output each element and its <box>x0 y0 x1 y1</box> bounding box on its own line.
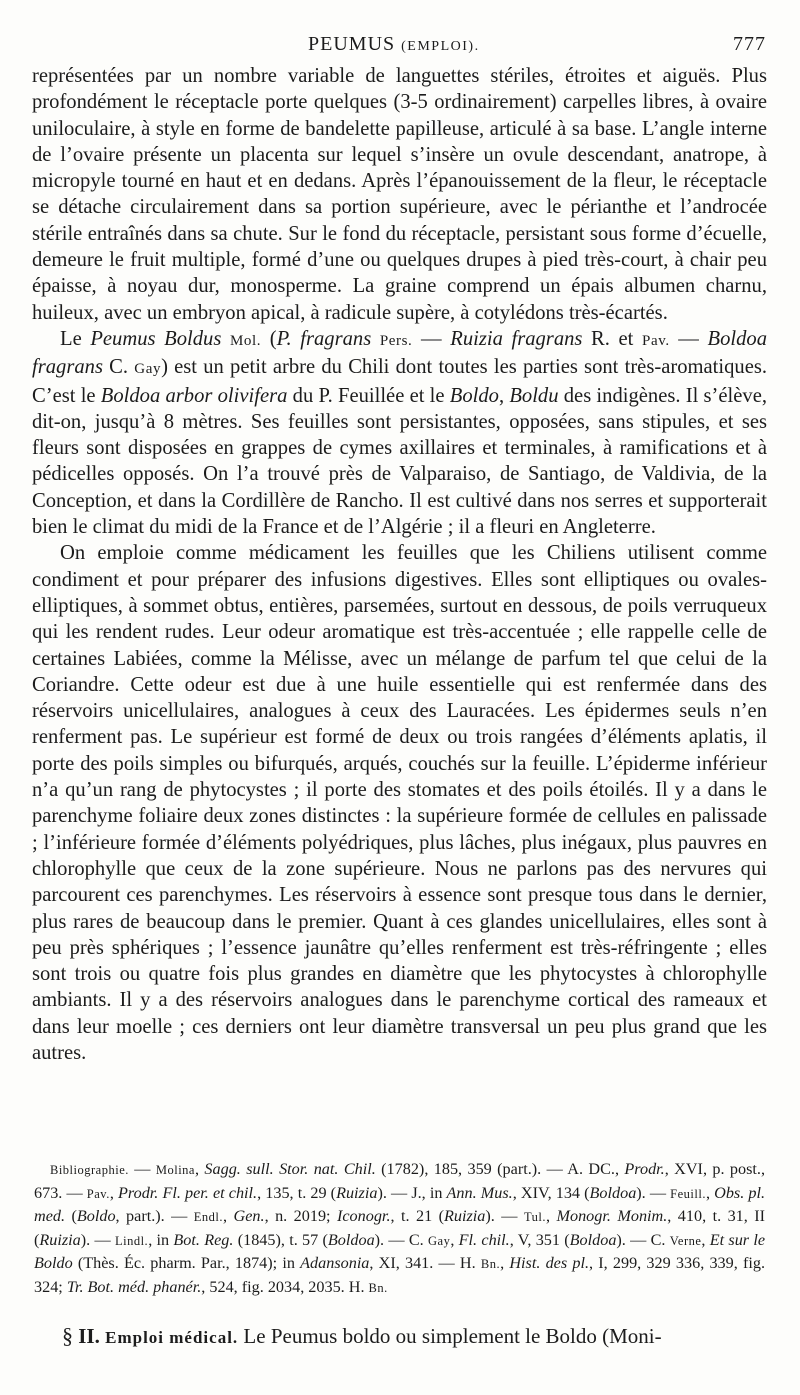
author-abbrev: Endl. <box>193 1210 224 1224</box>
running-head <box>308 33 480 56</box>
taxon-name: Boldoa <box>589 1183 637 1202</box>
author-abbrev: Lindl. <box>114 1233 149 1248</box>
taxon-name: Boldoa arbor olivifera <box>100 384 288 407</box>
author-abbrev: Gay <box>428 1233 451 1248</box>
paragraph-continuation: représentées par un nombre variable de languettes stériles, étroites et aiguës. Plus profondément le réceptacle porte quelques (3-5 ordinairement) carpelles libres, à ovaire uniloculaire, à style en forme de bandelette papilleuse, articulé à sa base. L’angle interne de l’ovaire présente un placenta sur lequel s’insère un ovule descendant, anatrope, à micropyle tourné en haut et en dedans. Après l’épanouissement de la fleur, le réceptacle se détache circulairement dans sa portion supérieure, avec le périanthe et l’androcée stérile entraînés dans sa chute. Sur le fond du réceptacle, persistant sous forme d’écuelle, demeure le fruit multiple, formé d’une ou quelques drupes à pied très-court, à chair peu épaisse, à noyau dur, monosperme. La graine comprend un épais albumen charnu, huileux, avec un embryon apical, à radicule supère, à cotylédons très-écartés. <box>32 65 767 324</box>
taxon-name: Boldoa fragrans <box>32 327 767 379</box>
running-head-subtitle: (EMPLOI). <box>401 39 480 54</box>
section-title: Emploi médical. <box>105 1328 239 1347</box>
text-run: , V, 351 ( <box>509 1230 570 1249</box>
author-abbrev: Bn. <box>368 1280 388 1295</box>
text-run: ). — J., in <box>377 1183 447 1202</box>
text-run: ). — <box>636 1183 671 1202</box>
text-run: , n. 2019; <box>264 1207 337 1225</box>
text-run: , part.). — <box>115 1207 194 1225</box>
work-title: Monogr. Monim. <box>556 1207 668 1225</box>
taxon-name: Ruizia fragrans <box>450 327 583 350</box>
vernacular-name: Boldo <box>449 384 499 407</box>
text-run: , <box>109 1183 119 1202</box>
text-run: des indigènes. Il s’élève, dit-on, jusqu’à 8 mètres. Ses feuilles sont persistantes, opposées, sans stipules, et ses fleurs sont disposées en grappes de cymes axillaires et terminales, à ramifications et à pédicelles opposés. On l’a trouvé près de Valparaiso, de Santiago, de Valdivia, de la Conception, et dans la Cordillère de Rancho. Il est cultivé dans nos serres et supporterait bien le climat du midi de la France et de l’Algérie ; il a fleuri en Angleterre. <box>32 384 767 539</box>
work-title: Obs. pl. med. <box>34 1183 766 1225</box>
text-run: ) est un petit arbre du Chili dont toutes les parties sont très-aromatiques. C’est le <box>32 356 767 407</box>
text-run: , 410, t. 31, II ( <box>34 1207 766 1249</box>
text-run: (1782), 185, 359 (part.). — A. DC., <box>375 1160 625 1178</box>
text-run: , <box>705 1183 715 1202</box>
paragraph-medicinal-use: On emploie comme médicament les feuilles que les Chiliens utilisent comme condiment et pour préparer des infusions digestives. Elles sont elliptiques ou ovales-elliptiques, à sommet obtus, entières, parsemées, surtout en dessous, de poils verruqueux qui les rendent rudes. Leur odeur aromatique est très-accentuée ; elle rappelle celle de certaines Labiées, comme la Mélisse, avec un mélange de parfum tel que celui de la Coriandre. Cette odeur est due à une huile essentielle qui est renfermée dans des réservoirs unicellulaires, analogues à ceux des Lauracées. Les épidermes seuls n’en renferment pas. Le supérieur est formé de deux ou trois rangées d’éléments aplatis, il porte des poils simples ou bifurqués, arqués, couchés sur la feuille. L’épiderme inférieur n’a qu’un rang de phytocystes ; il porte des stomates et des poils étoilés. Il y a dans le parenchyme foliaire deux zones distinctes : la supérieure formée de cellules en palissade ; l’inférieure formée d’éléments polyédriques, plus lâches, plus inégaux, plus pauvres en chlorophylle que ceux de la zone supérieure. Nous ne parlons pas des nervures qui parcourent ces parenchymes. Les réservoirs à essence sont presque tous dans le dernier, plus rares de beaucoup dans le premier. Quant à ces glandes unicellulaires, elles sont à peu près sphériques ; l’essence jaunâtre qu’elles renferment est très-réfringente ; elles sont trois ou quatre fois plus grandes en diamètre que les phytocystes à chlorophylle ambiants. Il y a des réservoirs analogues dans le parenchyme cortical des rameaux et dans leur moelle ; ces derniers ont leur diamètre transversal un peu plus grand que les autres. <box>32 542 767 1064</box>
text-run: Le <box>60 327 91 350</box>
text-run: ). — C. <box>616 1230 670 1249</box>
work-title: Iconogr. <box>336 1207 391 1225</box>
section-number: II. <box>73 1324 106 1348</box>
vernacular-name: Boldu <box>509 384 559 407</box>
author-abbrev: Feuill. <box>670 1186 706 1201</box>
text-run: ( <box>261 327 277 350</box>
section-heading <box>62 1322 767 1352</box>
page-header <box>0 33 800 59</box>
taxon-name: P. fragrans <box>276 327 372 350</box>
text-run: , XI, 341. — H. <box>369 1254 481 1272</box>
author-abbrev: Bn. <box>480 1257 501 1271</box>
page-number: 777 <box>733 33 766 55</box>
text-run: , I, 299, 329 336, 339, fig. 324; <box>34 1254 766 1296</box>
running-head-title: PEUMUS <box>308 33 396 55</box>
work-title: Fl. chil. <box>458 1230 510 1249</box>
bibliography <box>34 1158 765 1299</box>
text-run: , t. 21 ( <box>390 1207 445 1225</box>
text-run: ( <box>65 1207 77 1225</box>
work-title: Adansonia <box>300 1254 370 1272</box>
text-run: — <box>412 327 451 350</box>
taxon-name: Boldo <box>76 1207 116 1225</box>
text-run: , <box>500 1254 510 1272</box>
author-abbrev: Tul. <box>523 1210 546 1224</box>
work-title: Prodr. Fl. per. et chil. <box>118 1183 258 1202</box>
main-text <box>32 63 767 1066</box>
text-run: R. et <box>582 327 642 350</box>
text-run: , XVI, p. post., 673. — <box>34 1160 766 1202</box>
text-run: ). — <box>485 1207 524 1225</box>
author-abbrev: Pav. <box>642 332 670 349</box>
taxon-name: Ruizia <box>336 1183 378 1202</box>
author-abbrev: Verne <box>669 1233 702 1248</box>
section-mark: § <box>62 1323 73 1348</box>
work-title: Hist. des pl. <box>509 1254 589 1272</box>
text-run: , in <box>148 1230 174 1249</box>
text-run: , <box>194 1160 205 1178</box>
work-title: Gen. <box>233 1207 265 1225</box>
text-run: (Thès. Éc. pharm. Par., 1874); in <box>72 1254 301 1272</box>
work-title: Et sur le Boldo <box>34 1230 766 1272</box>
text-run: (1845), t. 57 ( <box>233 1230 328 1249</box>
text-run: , <box>498 384 510 407</box>
text-run: — <box>669 327 708 350</box>
work-title: Ann. Mus. <box>446 1183 513 1202</box>
bibliography-label: Bibliographie. <box>50 1163 129 1177</box>
text-run: — <box>128 1160 156 1178</box>
taxon-name: Boldoa <box>569 1230 617 1249</box>
text-run: , <box>223 1207 234 1225</box>
section-text: Le Peumus boldo ou simplement le Boldo (Moni- <box>238 1324 662 1348</box>
paragraph-peumus-boldus <box>32 326 767 540</box>
text-run: , <box>701 1230 710 1249</box>
work-title: Tr. Bot. méd. phanér. <box>66 1277 202 1296</box>
taxon-name: Ruizia <box>444 1207 486 1225</box>
author-abbrev: Gay <box>134 361 162 378</box>
text-run: ). — <box>80 1230 115 1249</box>
taxon-name: Peumus Boldus <box>90 327 222 350</box>
author-abbrev: Pav. <box>86 1186 110 1201</box>
text-run: , <box>450 1230 459 1249</box>
work-title: Sagg. sull. Stor. nat. Chil. <box>204 1160 376 1178</box>
taxon-name: Ruizia <box>39 1230 81 1249</box>
author-abbrev: Molina <box>155 1163 195 1177</box>
text-run: C. <box>102 356 135 379</box>
text-run: , <box>546 1207 557 1225</box>
text-run: , 524, fig. 2034, 2035. H. <box>201 1277 369 1296</box>
text-run: ). — C. <box>374 1230 428 1249</box>
author-abbrev: Pers. <box>379 332 413 349</box>
text-run: du P. Feuillée et le <box>287 384 450 407</box>
text-run: , XIV, 134 ( <box>512 1183 590 1202</box>
author-abbrev: Mol. <box>229 332 262 349</box>
work-title: Prodr. <box>624 1160 665 1178</box>
text-run: , 135, t. 29 ( <box>257 1183 337 1202</box>
work-title: Bot. Reg. <box>173 1230 234 1249</box>
taxon-name: Boldoa <box>327 1230 375 1249</box>
